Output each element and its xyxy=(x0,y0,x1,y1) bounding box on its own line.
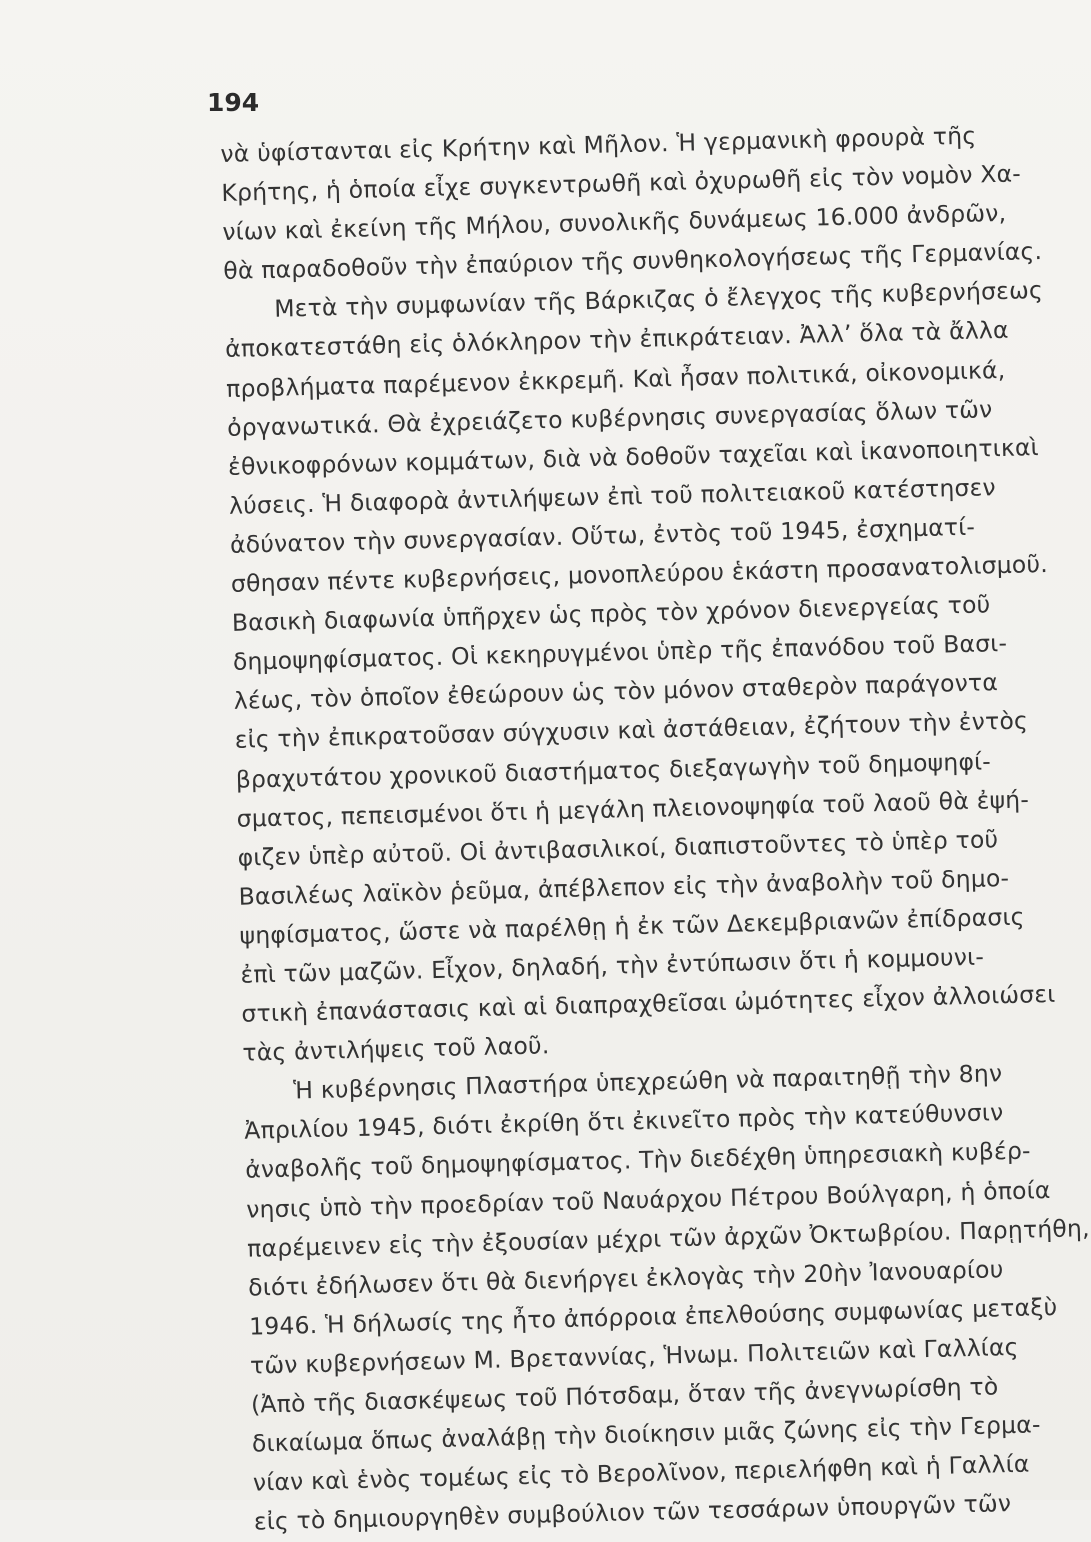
text-line: Ἡ κυβέρνησις Πλαστήρα ὑπεχρεώθη νὰ παραιτηθῇ τὴν 8ην xyxy=(293,1059,1003,1105)
text-line: 1946. Ἡ δήλωσίς της ἦτο ἀπόρροια ἐπελθούσης συμφωνίας μεταξὺ xyxy=(248,1292,1058,1341)
text-line: σματος, πεπεισμένοι ὅτι ἡ μεγάλη πλειονοψηφία τοῦ λαοῦ θὰ ἐψή- xyxy=(236,785,1030,833)
text-line: εἰς τὸ δημιουργηθὲν συμβούλιον τῶν τεσσάρων ὑπουργῶν τῶν xyxy=(253,1489,1012,1536)
text-line: βραχυτάτου χρονικοῦ διαστήματος διεξαγωγὴν τοῦ δημοψηφί- xyxy=(235,746,992,794)
text-line: τὰς ἀντιλήψεις τοῦ λαοῦ. xyxy=(242,1031,550,1067)
text-line: ὀργανωτικά. Θὰ ἐχρειάζετο κυβέρνησις συνεργασίας ὅλων τῶν xyxy=(226,394,993,442)
text-line: (Ἀπὸ τῆς διασκέψεως τοῦ Πότσδαμ, ὅταν τῆς ἀνεγνωρίσθη τὸ xyxy=(250,1372,999,1419)
text-line: ψηφίσματος, ὥστε νὰ παρέλθῃ ἡ ἐκ τῶν Δεκεμβριανῶν ἐπίδρασις xyxy=(239,902,1025,950)
text-line: ἐθνικοφρόνων κομμάτων, διὰ νὰ δοθοῦν ταχεῖαι καὶ ἱκανοποιητικαὶ xyxy=(227,432,1040,481)
text-line: τῶν κυβερνήσεων Μ. Βρεταννίας, Ἡνωμ. Πολιτειῶν καὶ Γαλλίας xyxy=(249,1332,1019,1380)
text-line: Μετὰ τὴν συμφωνίαν τῆς Βάρκιζας ὁ ἔλεγχος τῆς κυβερνήσεως xyxy=(273,276,1044,324)
text-line: λέως, τὸν ὁποῖον ἐθεώρουν ὡς τὸν μόνον σταθερὸν παράγοντα xyxy=(233,668,999,716)
text-line: εἰς τὴν ἐπικρατοῦσαν σύγχυσιν καὶ ἀστάθειαν, ἐζήτουν τὴν ἐντὸς xyxy=(234,706,1029,755)
text-line: ἐπὶ τῶν μαζῶν. Εἶχον, δηλαδή, τὴν ἐντύπωσιν ὅτι ἡ κομμουνι- xyxy=(240,942,985,989)
text-line: παρέμεινεν εἰς τὴν ἐξουσίαν μέχρι τῶν ἀρχῶν Ὀκτωβρίου. Παρῃτήθη, xyxy=(246,1213,1091,1263)
text-line: σθησαν πέντε κυβερνήσεις, μονοπλεύρου ἑκάστη προσανατολισμοῦ. xyxy=(230,549,1049,598)
text-line: νὰ ὑφίστανται εἰς Κρήτην καὶ Μῆλον. Ἡ γερμανικὴ φρουρὰ τῆς xyxy=(220,121,977,168)
text-line: Κρήτης, ἡ ὁποία εἶχε συγκεντρωθῆ καὶ ὀχυρωθῆ εἰς τὸν νομὸν Χα- xyxy=(221,159,1022,208)
text-line: Βασικὴ διαφωνία ὑπῆρχεν ὡς πρὸς τὸν χρόνον διενεργείας τοῦ xyxy=(231,590,991,637)
text-line: ἀναβολῆς τοῦ δημοψηφίσματος. Τὴν διεδέχθη ὑπηρεσιακὴ κυβέρ- xyxy=(244,1136,1032,1185)
text-line: ἀδύνατον τὴν συνεργασίαν. Οὕτω, ἐντὸς τοῦ 1945, ἐσχηματί- xyxy=(229,512,976,559)
text-line: δημοψηφίσματος. Οἱ κεκηρυγμένοι ὑπὲρ τῆς ἐπανόδου τοῦ Βασι- xyxy=(232,629,1008,677)
text-line: Ἀπριλίου 1945, διότι ἐκρίθη ὅτι ἐκινεῖτο πρὸς τὴν κατεύθυνσιν xyxy=(244,1098,1004,1146)
text-line: στικὴ ἐπανάστασις καὶ αἱ διαπραχθεῖσαι ὠμότητες εἶχον ἀλλοιώσει xyxy=(241,979,1056,1028)
text-line: θὰ παραδοθοῦν τὴν ἐπαύριον τῆς συνθηκολογήσεως τῆς Γερμανίας. xyxy=(222,237,1043,286)
text-line: Βασιλέως λαϊκὸν ῥεῦμα, ἀπέβλεπον εἰς τὴν ἀναβολὴν τοῦ δημο- xyxy=(238,863,1010,911)
text-line: λύσεις. Ἡ διαφορὰ ἀντιλήψεων ἐπὶ τοῦ πολιτειακοῦ κατέστησεν xyxy=(228,472,997,520)
text-line: προβλήματα παρέμενον ἐκκρεμῆ. Καὶ ἦσαν πολιτικά, οἰκονομικά, xyxy=(225,355,1006,403)
text-line: νίαν καὶ ἑνὸς τομέως εἰς τὸ Βερολῖνον, περιελήφθη καὶ ἡ Γαλλία xyxy=(252,1449,1030,1497)
body-text xyxy=(220,114,1091,1542)
text-line: νίων καὶ ἐκείνη τῆς Μήλου, συνολικῆς δυνάμεως 16.000 ἀνδρῶν, xyxy=(222,199,1007,247)
page-number: 194 xyxy=(207,88,260,117)
text-line: διότι ἐδήλωσεν ὅτι θὰ διενήργει ἐκλογὰς τὴν 20ὴν Ἰανουαρίου xyxy=(247,1254,1004,1302)
text-line: ἀποκατεστάθη εἰς ὁλόκληρον τὴν ἐπικράτειαν. Ἀλλ’ ὅλα τὰ ἄλλα xyxy=(224,316,1010,364)
text-line: φιζεν ὑπὲρ αὐτοῦ. Οἱ ἀντιβασιλικοί, διαπιστοῦντες τὸ ὑπὲρ τοῦ xyxy=(237,824,999,872)
text-line: δικαίωμα ὅπως ἀναλάβῃ τὴν διοίκησιν μιᾶς ζώνης εἰς τὴν Γερμα- xyxy=(251,1410,1041,1458)
text-line: νησις ὑπὸ τὴν προεδρίαν τοῦ Ναυάρχου Πέτρου Βούλγαρη, ἡ ὁποία xyxy=(245,1175,1051,1224)
